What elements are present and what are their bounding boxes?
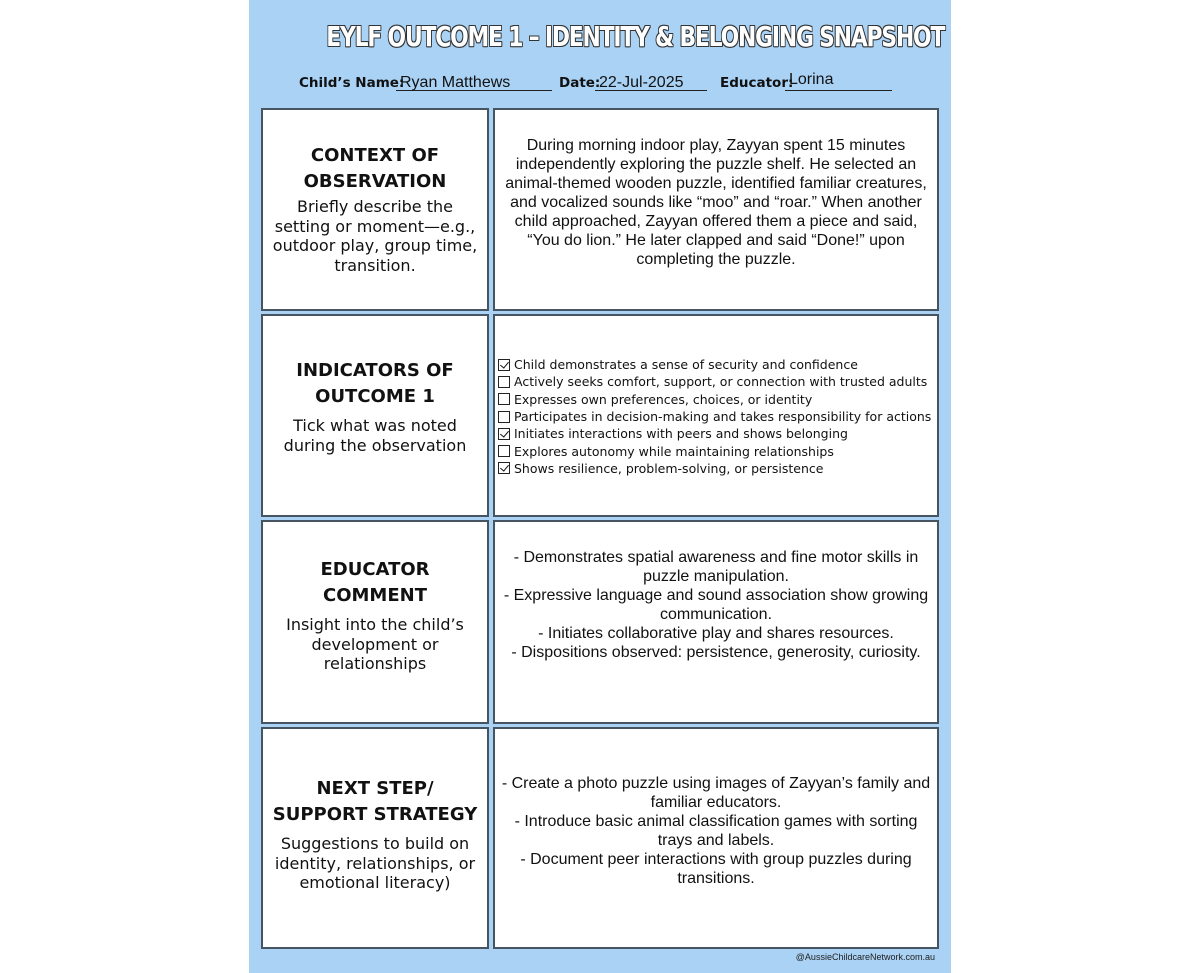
next-step-line: - Document peer interactions with group puzzles during transitions. bbox=[520, 851, 912, 887]
educator-label: Educator: bbox=[720, 75, 794, 91]
next-step-label-box bbox=[261, 727, 489, 949]
context-label-box bbox=[261, 108, 489, 311]
indicator-item[interactable] bbox=[498, 425, 935, 442]
checkbox-0[interactable] bbox=[498, 359, 510, 371]
checkbox-5[interactable] bbox=[498, 445, 510, 457]
indicator-label: Child demonstrates a sense of security and confidence bbox=[514, 357, 858, 373]
checkbox-3[interactable] bbox=[498, 411, 510, 423]
indicators-title: INDICATORS OF OUTCOME 1 bbox=[296, 360, 454, 407]
next-step-line: - Introduce basic animal classification games with sorting trays and labels. bbox=[514, 813, 918, 849]
date-field[interactable]: 22-Jul-2025 bbox=[595, 70, 707, 91]
indicators-description: Tick what was noted during the observation bbox=[283, 416, 467, 455]
context-description: Briefly describe the setting or moment—e.g., outdoor play, group time, transition. bbox=[272, 197, 478, 275]
indicator-label: Expresses own preferences, choices, or identity bbox=[514, 391, 813, 407]
indicator-item[interactable] bbox=[498, 391, 935, 408]
indicators-content-box bbox=[493, 314, 939, 517]
comment-content-box[interactable] bbox=[493, 520, 939, 724]
indicator-item[interactable] bbox=[498, 460, 935, 477]
indicator-label: Explores autonomy while maintaining relationships bbox=[514, 443, 834, 459]
context-content-box[interactable] bbox=[493, 108, 939, 311]
date-label: Date: bbox=[559, 75, 601, 91]
child-name-field[interactable]: Ryan Matthews bbox=[396, 70, 552, 91]
indicator-label: Actively seeks comfort, support, or connection with trusted adults bbox=[514, 374, 928, 390]
checkbox-2[interactable] bbox=[498, 393, 510, 405]
checkbox-1[interactable] bbox=[498, 376, 510, 388]
child-name-label: Child’s Name: bbox=[299, 75, 405, 91]
page-title: EYLF OUTCOME 1 – IDENTITY & BELONGING SNAPSHOT bbox=[326, 20, 945, 53]
comment-line: - Dispositions observed: persistence, generosity, curiosity. bbox=[511, 644, 921, 661]
child-info-row bbox=[249, 70, 951, 94]
indicator-item[interactable] bbox=[498, 373, 935, 390]
next-step-line: - Create a photo puzzle using images of Zayyan’s family and familiar educators. bbox=[501, 775, 931, 811]
indicator-item[interactable] bbox=[498, 408, 935, 425]
comment-title: EDUCATOR COMMENT bbox=[320, 559, 430, 606]
indicators-label-box bbox=[261, 314, 489, 517]
comment-line: - Demonstrates spatial awareness and fine motor skills in puzzle manipulation. bbox=[513, 549, 919, 585]
comment-line: - Initiates collaborative play and shares resources. bbox=[538, 625, 894, 642]
comment-line: - Expressive language and sound association show growing communication. bbox=[503, 587, 929, 623]
footer-credit: @AussieChildcareNetwork.com.au bbox=[795, 952, 935, 962]
comment-description: Insight into the child’s development or relationships bbox=[286, 615, 464, 673]
indicator-item[interactable] bbox=[498, 442, 935, 459]
next-step-body bbox=[497, 774, 935, 888]
indicator-label: Shows resilience, problem-solving, or persistence bbox=[514, 460, 824, 476]
next-step-title: NEXT STEP/ SUPPORT STRATEGY bbox=[272, 778, 478, 825]
next-step-description: Suggestions to build on identity, relationships, or emotional literacy) bbox=[274, 834, 476, 892]
comment-body bbox=[497, 548, 935, 662]
educator-field[interactable]: Lorina bbox=[785, 70, 892, 91]
checkbox-6[interactable] bbox=[498, 462, 510, 474]
indicator-label: Initiates interactions with peers and shows belonging bbox=[514, 426, 848, 442]
next-step-content-box[interactable] bbox=[493, 727, 939, 949]
checkbox-4[interactable] bbox=[498, 428, 510, 440]
context-title: CONTEXT OF OBSERVATION bbox=[303, 145, 447, 192]
indicator-item[interactable] bbox=[498, 356, 935, 373]
indicator-label: Participates in decision-making and takes responsibility for actions bbox=[514, 409, 932, 425]
indicator-checklist bbox=[498, 356, 935, 477]
observation-sheet bbox=[249, 0, 951, 973]
comment-label-box bbox=[261, 520, 489, 724]
context-body: During morning indoor play, Zayyan spent 15 minutes independently exploring the puzzle shelf. He selected an animal-themed wooden puzzle, identified familiar creatures, and vocalized sounds like “moo” and “roar.” When another child approached, Zayyan offered them a piece and said, “You do lion.” He later clapped and said “Done!” upon completing the puzzle. bbox=[505, 137, 927, 268]
